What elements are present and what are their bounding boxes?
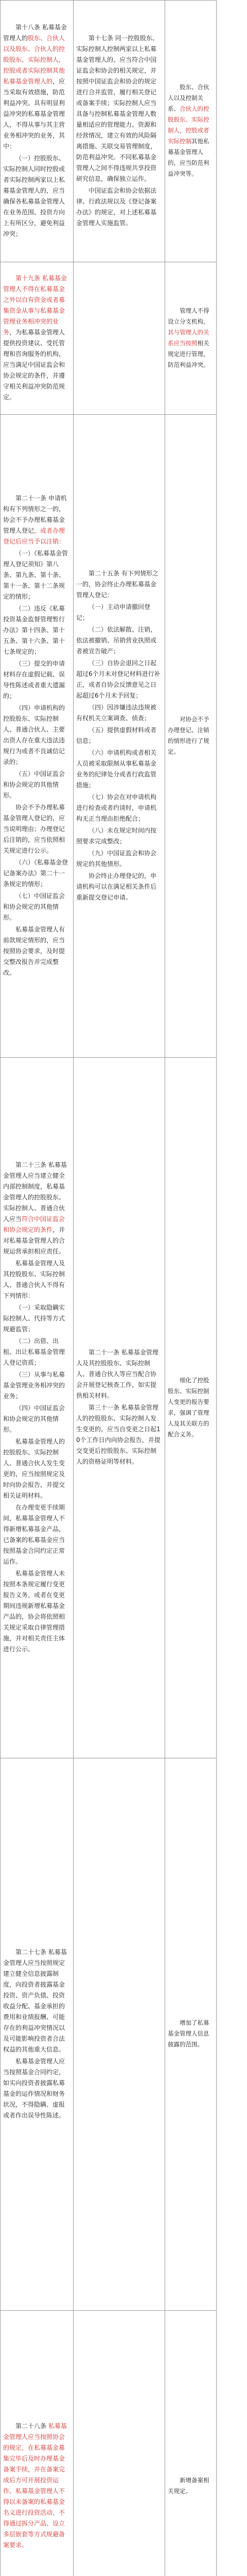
text-run: （七）中国证监会和协会规定的其他情形。	[3, 892, 65, 921]
paragraph	[76, 792, 162, 824]
paragraph	[76, 185, 162, 229]
new-provision-cell	[74, 415, 165, 1058]
new-provision-cell	[74, 262, 165, 415]
text-run: （二）出借、出租、出让私募基金管理人登记资质；	[3, 1337, 65, 1366]
paragraph	[3, 603, 70, 657]
paragraph	[168, 306, 214, 370]
text-run: 私募基金管理人应当按照基金合同约定，如实向投资者披露私募基金的运作情况和财务状况，不得隐瞒、虚报或者作出误导性陈述。	[3, 2057, 65, 2119]
text-run: 相关规定进行管理，防范利益冲突。	[168, 339, 209, 368]
paragraph	[168, 1375, 214, 1440]
paragraph	[76, 871, 162, 903]
text-run: 私募基金管理人有前款规定情形的，应当按照协会要求，及时提交整改报告并完成整改。	[3, 925, 65, 976]
text-run: 私募基金管理人的控股股东、实际控制人、普通合伙人发生变更的，应当按照规定及时向协会报告，并提交相关证明材料。	[3, 1438, 65, 1499]
text-run: （一）主动申请撤回登记；	[76, 603, 151, 621]
paragraph	[3, 857, 70, 890]
paragraph	[3, 703, 70, 768]
paragraph	[3, 2421, 70, 2551]
text-run: 中国证监会和协会依据法律、行政法规以及《登记备案办法》的规定，对上述私募基金管理人实施监管。	[76, 187, 157, 227]
text-run: 第二十八条	[15, 2422, 48, 2430]
paragraph	[76, 702, 162, 724]
paragraph	[3, 802, 70, 856]
paragraph	[3, 1302, 70, 1335]
text-run: 其他私募基金管理人的，应当防范利益冲突等。	[168, 138, 209, 177]
text-run: 协会不予办理私募基金管理人登记的，应当说明理由；办理登记后注销的，应当依照相关规定进行公示。	[3, 803, 65, 854]
text-run: 第十八条 私募基金管理人的	[3, 23, 67, 42]
text-run: （一）控股股东、实际控制人同时控股或者实际控制两家以上私募基金管理人的，应当确保各私募基金管理人在业务范围、投资方向上有所区分，避免利益冲突；	[3, 154, 65, 238]
text-run: 新增备案相关规定。	[168, 2476, 209, 2495]
old-provision-cell	[1, 415, 74, 1058]
new-provision-cell	[74, 1758, 165, 2311]
text-run: ，应当采取有效措施，防范利益冲突。具有明显利益冲突的私募基金管理人，不得从事与其主营业务相冲突的业务，其中：	[3, 77, 65, 150]
change-note-cell	[165, 415, 217, 1058]
paragraph	[3, 658, 70, 702]
highlighted-text: 第十九条 私募基金管理人不得在私募基金之外以自有资金或者募集资金从事与私募基金管理业务相冲突的业务	[3, 274, 67, 336]
text-run: ，并对私募基金管理人的合规运营承担相应责任。	[3, 1226, 65, 1255]
paragraph	[3, 22, 70, 152]
text-run: 细化了控股股东、实际控制人变更的报告要求，强调了管理人及其关联方的配合义务。	[168, 1376, 209, 1438]
text-run: 私募基金管理人未按照本条规定履行变更报告义务，或者在变更期间违规新增私募基金产品的，协会将依照相关规定采取自律管理措施，并对相关责任主体进行公示。	[3, 1570, 65, 1653]
comparison-row	[1, 2311, 247, 2576]
paragraph	[76, 848, 162, 870]
text-run: （二）依法解散、注销，依法被撤销、吊销营业执照或者被宣告破产；	[76, 625, 157, 655]
text-run: ，为私募基金管理人提供投资建议、受托管理和咨询服务的机构，应当满足中国证监会和协会规定的条件，并遵守相关利益冲突防范规定。	[3, 328, 65, 401]
change-note-cell	[165, 262, 217, 415]
paragraph	[3, 1403, 70, 1435]
text-run: （五）中国证监会和协会规定的其他情形。	[3, 770, 65, 799]
text-run: 第三十一条 私募基金管理人的控股股东、实际控制人发生变更的，应当自变更之日起10个工作日内向协会报告，并提交变更后控股股东、实际控制人的资格证明等材料。	[76, 1404, 161, 1465]
highlighted-text: 合伙人的控股股东、实际控制人，控股或者实际控制	[168, 105, 209, 145]
paragraph	[3, 924, 70, 978]
text-run: （八）未在规定时间内按照要求完成整改；	[76, 826, 157, 845]
paragraph	[3, 493, 70, 547]
text-run: （六）申请机构或者相关人员被采取限制从事私募基金业务的纪律处分或者行政监管措施；	[76, 749, 157, 789]
text-run: （四）申请机构的控股股东、实际控制人、普通合伙人、主要出资人存在重大违法违规行为或者不良诚信记录的；	[3, 704, 65, 766]
highlighted-text: 符合中国证监会和协会规定的条件	[3, 1215, 65, 1233]
paragraph	[3, 548, 70, 602]
paragraph	[3, 1336, 70, 1368]
text-run: （二）违反《私募投资基金监督管理暂行办法》第十四条、第十五条、第十六条、第十七条规定的；	[3, 604, 65, 655]
text-run: （九）中国证监会和协会规定的其他情形。	[76, 849, 157, 868]
change-note-cell	[165, 1, 217, 262]
text-run: （五）提供虚假材料或者信息；	[76, 726, 157, 744]
text-run: 第二十五条 有下列情形之一的，协会终止办理私募基金管理人登记：	[76, 569, 158, 599]
paragraph	[3, 1160, 70, 1257]
text-run: 协会终止办理登记的，申请机构可以在满足相关条件后重新提交登记申请。	[76, 872, 157, 901]
comparison-row	[1, 1, 247, 262]
paragraph	[76, 1347, 162, 1401]
text-run: （三）自协会退回之日起超过6个月未对登记材料进行补正，或者自协会反馈意见之日起超过6个月未予回复；	[76, 659, 161, 699]
paragraph	[76, 33, 162, 184]
new-provision-cell	[74, 1058, 165, 1758]
paragraph	[76, 568, 162, 601]
new-provision-cell	[74, 1, 165, 262]
paragraph	[168, 82, 214, 179]
highlighted-text: 私募基金管理人应当按照协会的规定，在私募基金募集完毕后及时办理基金备案手续，并在备案完成后方可开展投资运作。私募基金管理人不得以未备案的私募基金名义进行投资活动，不得通过拆分产品、设立多层嵌套等方式规避备案要求。	[3, 2422, 67, 2549]
change-note-cell	[165, 1058, 217, 1758]
paragraph	[168, 2018, 214, 2050]
old-provision-cell	[1, 1058, 74, 1758]
paragraph	[3, 1947, 70, 2055]
paragraph	[76, 1402, 162, 1467]
change-note-cell	[165, 1758, 217, 2311]
text-run: 第二十三条 私募基金管理人应当建立健全内部控制制度，私募基金管理人的控股股东、实际控制人、普通合伙人应当	[3, 1161, 67, 1223]
highlighted-text: ，或者办理登记后应当予以注销：	[3, 527, 65, 545]
paragraph	[3, 2056, 70, 2121]
paragraph	[76, 658, 162, 701]
paragraph	[3, 153, 70, 240]
highlighted-text: 其与管理人的关系应当按照	[168, 328, 209, 347]
text-run: 对协会不予办理登记、注销的情形进行了规定。	[168, 715, 209, 755]
paragraph	[76, 725, 162, 747]
paragraph	[3, 1369, 70, 1402]
paragraph	[3, 273, 70, 403]
paragraph	[3, 769, 70, 801]
text-run: 增加了私募基金管理人信息披露的范围。	[168, 2019, 209, 2048]
text-run: 第十七条 同一控股股东、实际控制人控制两家以上私募基金管理人的，应当符合中国证监会和协会的相关规定，并按照中国证监会和协会的规定进行合并监管，履行相关登记或备案手续；实际控制人应当具备与控制私募基金管理人数量相适应的管理能力、资源和经营情况，建立有效的风险隔离措施、关联交易管理制度，防范利益冲突。不同私募基金管理人之间不得违规共享投资研究信息，确保独立运作。	[76, 34, 158, 182]
old-provision-cell	[1, 1758, 74, 2311]
text-run: （六）《私募基金登记备案办法》第二十一条规定的情形；	[3, 858, 68, 888]
new-provision-cell	[74, 2311, 165, 2576]
text-run: 私募基金管理人及其控股股东、实际控制人、普通合伙人不得有下列情形：	[3, 1260, 65, 1299]
paragraph	[76, 624, 162, 657]
text-run: （七）协会在对申请机构进行检查或者约谈时，申请机构无正当理由拒绝配合；	[76, 793, 157, 822]
highlighted-text: 股东、合伙人以及股东、合伙人的控股股东、实际控制人，控股或者实际控制其他私募基金管理人的	[3, 34, 65, 85]
change-note-cell	[165, 2311, 217, 2576]
text-run: （四）因涉嫌违法违规被有权机关立案调查、侦查；	[76, 703, 157, 722]
text-run: （三）从事与私募基金管理业务相冲突的业务；	[3, 1371, 65, 1400]
paragraph	[76, 748, 162, 791]
paragraph	[3, 1502, 70, 1567]
paragraph	[3, 1258, 70, 1301]
text-run: 股东、合伙人以及控制关系、	[168, 83, 209, 112]
old-provision-cell	[1, 1, 74, 262]
paragraph	[168, 2475, 214, 2497]
text-run: 管理人不得设立分支机构，	[168, 307, 209, 325]
paragraph	[168, 714, 214, 757]
paragraph	[3, 1568, 70, 1655]
paragraph	[76, 825, 162, 847]
paragraph	[3, 1436, 70, 1501]
text-run: 在办理变更手续期间，私募基金管理人不得新增私募基金产品，已备案的私募基金应当按照基金合同约定正常运作。	[3, 1504, 65, 1565]
text-run: （三）提交的申请材料存在虚假记载、误导性陈述或者重大遗漏的；	[3, 659, 65, 700]
comparison-row	[1, 1058, 247, 1758]
comparison-row	[1, 262, 247, 415]
text-run: （四）中国证监会和协会规定的其他情形。	[3, 1404, 65, 1433]
paragraph	[3, 891, 70, 923]
text-run: （一）采取隐瞒实际控制人、代持等方式规避监管；	[3, 1304, 65, 1333]
paragraph	[76, 602, 162, 623]
text-run: （一）《私募基金管理人登记须知》第八条、第九条、第十条、第十一条、第十二条规定的情形；	[3, 549, 68, 600]
text-run: 第二十一条 私募基金管理人及其控股股东、实际控制人、普通合伙人等应当配合协会开展登记核查工作，如实提供相关材料。	[76, 1349, 158, 1399]
old-provision-cell	[1, 2311, 74, 2576]
comparison-row	[1, 1758, 247, 2311]
text-run: 第二十一条 申请机构有下列情形之一的，协会不予办理私募基金管理人登记	[3, 494, 67, 534]
old-provision-cell	[1, 262, 74, 415]
text-run: 第二十七条 私募基金管理人应当按照规定建立健全信息披露制度，向投资者披露基金投资、资产负债、投资收益分配、基金承担的费用和业绩报酬、可能存在的利益冲突情况以及可能影响投资者合法权益的其他重大信息。	[3, 1948, 67, 2053]
comparison-row	[1, 415, 247, 1058]
